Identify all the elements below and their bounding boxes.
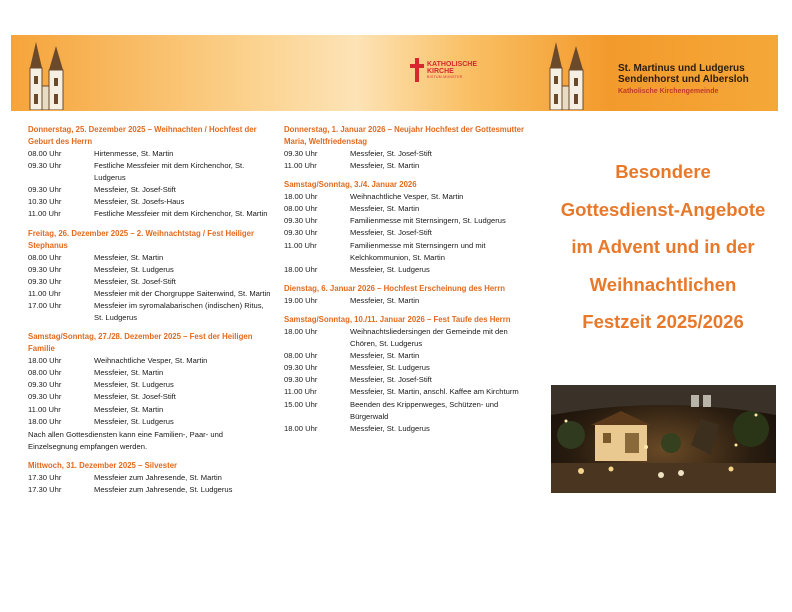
entry-desc: Messfeier, St. Martin xyxy=(94,252,164,262)
entry-time: 11.00 Uhr xyxy=(28,209,61,219)
headline-line: im Advent und in der xyxy=(571,236,755,257)
entry-desc: Messfeier, St. Ludgerus xyxy=(350,264,430,274)
list-item xyxy=(284,350,529,362)
list-item xyxy=(28,208,273,220)
headline-line: Festzeit 2025/2026 xyxy=(582,311,744,332)
entry-desc: Messfeier, St. Ludgerus xyxy=(94,264,174,274)
entry-time: 09.30 Uhr xyxy=(284,216,318,226)
list-item xyxy=(284,399,529,423)
list-item xyxy=(28,404,273,416)
list-item xyxy=(284,374,529,386)
entry-time: 11.00 Uhr xyxy=(284,387,317,397)
entry-desc: Messfeier mit der Chorgruppe Saitenwind, St. Martin xyxy=(94,288,271,298)
entry-time: 10.30 Uhr xyxy=(28,197,62,207)
section-holy-family xyxy=(28,331,273,453)
list-item xyxy=(28,416,273,428)
logo-line1: KATHOLISCHE xyxy=(427,61,478,68)
church-logo-icon xyxy=(542,42,594,110)
list-item xyxy=(284,295,529,307)
entry-time: 09.30 Uhr xyxy=(284,228,318,238)
section-baptism xyxy=(284,314,529,435)
entry-time: 09.30 Uhr xyxy=(284,375,318,385)
list-item xyxy=(28,355,273,367)
entry-time: 09.30 Uhr xyxy=(28,380,62,390)
logo-line2: KIRCHE xyxy=(427,68,454,75)
logo-sub: BISTUM MÜNSTER xyxy=(427,75,463,79)
entry-desc: Messfeier, St. Martin xyxy=(350,204,420,214)
list-item xyxy=(284,160,529,172)
entry-desc: Messfeier, St. Josef-Stift xyxy=(94,185,176,195)
schedule-column-2 xyxy=(284,124,529,442)
entry-time: 11.00 Uhr xyxy=(284,240,317,250)
list-item xyxy=(284,227,529,239)
list-item xyxy=(284,215,529,227)
list-item xyxy=(28,484,273,496)
headline-line: Gottesdienst-Angebote xyxy=(560,198,766,220)
list-item xyxy=(28,288,273,300)
entry-desc: Festliche Messfeier mit dem Kirchenchor, St. Ludgerus xyxy=(94,161,245,183)
headline-line: Besondere xyxy=(615,161,711,182)
list-item xyxy=(28,184,273,196)
entry-time: 09.30 Uhr xyxy=(284,149,318,158)
katholische-kirche-logo xyxy=(410,58,477,82)
entry-desc: Messfeier, St. Martin, anschl. Kaffee am Kirchturm xyxy=(350,387,519,397)
entry-time: 11.00 Uhr xyxy=(28,288,61,298)
nativity-scene-photo xyxy=(551,385,776,493)
list-item xyxy=(28,472,273,484)
entry-desc: Weihnachtliche Vesper, St. Martin xyxy=(94,356,208,366)
list-item xyxy=(284,240,529,264)
parish-name xyxy=(618,63,778,95)
blessing-note: Nach allen Gottesdiensten kann eine Familien-, Paar- und Einzelsegnung empfangen werden. xyxy=(28,429,224,451)
list-item xyxy=(28,300,273,324)
entry-desc: Messfeier, St. Josef-Stift xyxy=(350,375,432,385)
entry-desc: Messfeier, St. Martin xyxy=(350,351,420,361)
section-epiphany xyxy=(284,283,529,307)
entry-time: 09.30 Uhr xyxy=(28,276,62,286)
entry-time: 09.30 Uhr xyxy=(28,264,62,274)
list-item xyxy=(28,264,273,276)
section-title: Donnerstag, 25. Dezember 2025 – Weihnachten / Hochfest der Geburt des Herrn xyxy=(28,125,257,146)
headline-line: Weihnachtlichen xyxy=(589,273,737,295)
list-item xyxy=(284,148,529,160)
entry-desc: Weihnachtliche Vesper, St. Martin xyxy=(350,192,464,202)
entry-desc: Messfeier zum Jahresende, St. Martin xyxy=(94,472,222,482)
schedule-column-1 xyxy=(28,124,273,503)
entry-time: 11.00 Uhr xyxy=(28,404,61,414)
entry-desc: Beenden des Krippenweges, Schützen- und Bürgerwald xyxy=(350,399,499,421)
entry-time: 08.00 Uhr xyxy=(28,252,62,262)
parish-line3: Katholische Kirchengemeinde xyxy=(618,88,719,95)
list-item xyxy=(28,252,273,264)
entry-desc: Festliche Messfeier mit dem Kirchenchor, St. Martin xyxy=(94,209,268,219)
list-item xyxy=(28,367,273,379)
entry-time: 09.30 Uhr xyxy=(28,392,62,402)
entry-time: 18.00 Uhr xyxy=(28,356,62,366)
entry-desc: Messfeier, St. Josefs-Haus xyxy=(94,197,185,207)
entry-time: 18.00 Uhr xyxy=(284,264,318,274)
list-item xyxy=(28,148,273,160)
entry-time: 09.30 Uhr xyxy=(28,185,62,195)
entry-desc: Messfeier, St. Josef-Stift xyxy=(350,228,432,238)
list-item xyxy=(284,191,529,203)
entry-desc: Messfeier, St. Ludgerus xyxy=(94,380,174,390)
list-item xyxy=(284,362,529,374)
entry-time: 18.00 Uhr xyxy=(284,423,318,433)
list-item xyxy=(284,203,529,215)
parish-line2: Sendenhorst und Albersloh xyxy=(618,74,749,85)
entry-time: 09.30 Uhr xyxy=(28,161,62,171)
section-silvester xyxy=(28,460,273,496)
section-title: Mittwoch, 31. Dezember 2025 – Silvester xyxy=(28,460,178,470)
section-title: Donnerstag, 1. Januar 2026 – Neujahr Hochfest der Gottesmutter Maria, Weltfriedenstag xyxy=(284,125,525,146)
entry-time: 08.00 Uhr xyxy=(284,204,318,214)
entry-time: 15.00 Uhr xyxy=(284,399,318,409)
list-item xyxy=(284,386,529,398)
list-item xyxy=(28,379,273,391)
entry-desc: Messfeier, St. Martin xyxy=(350,161,420,171)
list-item xyxy=(28,196,273,208)
entry-time: 09.30 Uhr xyxy=(284,363,318,373)
entry-time: 18.00 Uhr xyxy=(284,326,318,336)
entry-desc: Messfeier, St. Martin xyxy=(350,295,420,305)
section-title: Samstag/Sonntag, 10./11. Januar 2026 – Fest Taufe des Herrn xyxy=(284,314,511,324)
list-item xyxy=(284,264,529,276)
parish-line1: St. Martinus und Ludgerus xyxy=(618,63,745,74)
entry-time: 19.00 Uhr xyxy=(284,295,318,305)
list-item xyxy=(28,160,273,184)
entry-desc: Messfeier, St. Martin xyxy=(94,368,164,378)
entry-time: 18.00 Uhr xyxy=(284,192,318,202)
section-new-year xyxy=(284,124,529,172)
section-title: Samstag/Sonntag, 27./28. Dezember 2025 – Fest der Heiligen Familie xyxy=(28,332,253,354)
entry-desc: Messfeier, St. Josef-Stift xyxy=(94,276,176,286)
entry-time: 17.30 Uhr xyxy=(28,472,62,482)
entry-desc: Weihnachtsliedersingen der Gemeinde mit den Chören, St. Ludgerus xyxy=(350,326,508,349)
entry-time: 11.00 Uhr xyxy=(284,161,317,171)
section-title: Freitag, 26. Dezember 2025 – 2. Weihnachtstag / Fest Heiliger Stephanus xyxy=(28,228,255,250)
entry-time: 08.00 Uhr xyxy=(28,149,62,158)
entry-desc: Messfeier, St. Ludgerus xyxy=(350,423,430,433)
entry-desc: Messfeier, St. Ludgerus xyxy=(94,416,174,426)
list-item xyxy=(284,326,529,350)
entry-desc: Messfeier zum Jahresende, St. Ludgerus xyxy=(94,484,233,494)
entry-time: 08.00 Uhr xyxy=(28,368,62,378)
entry-desc: Messfeier, St. Ludgerus xyxy=(350,363,430,373)
page-title xyxy=(548,153,778,341)
entry-desc: Messfeier, St. Martin xyxy=(94,404,164,414)
section-christmas-day xyxy=(28,124,273,221)
section-jan-3-4 xyxy=(284,179,529,276)
entry-time: 08.00 Uhr xyxy=(284,351,318,361)
entry-desc: Messfeier, St. Josef-Stift xyxy=(94,392,176,402)
cross-icon xyxy=(410,58,424,82)
section-title: Dienstag, 6. Januar 2026 – Hochfest Erscheinung des Herrn xyxy=(284,283,505,293)
section-title: Samstag/Sonntag, 3./4. Januar 2026 xyxy=(284,180,417,190)
entry-time: 17.30 Uhr xyxy=(28,484,62,494)
entry-time: 18.00 Uhr xyxy=(28,416,62,426)
list-item xyxy=(284,423,529,435)
list-item xyxy=(28,276,273,288)
entry-desc: Familienmesse mit Sternsingern und mit Kelchkommunion, St. Martin xyxy=(350,240,486,262)
nativity-scene-image xyxy=(551,385,776,493)
entry-desc: Hirtenmesse, St. Martin xyxy=(94,149,174,158)
section-boxing-day xyxy=(28,228,273,325)
list-item xyxy=(28,391,273,403)
entry-desc: Familienmesse mit Sternsingern, St. Ludgerus xyxy=(350,216,506,226)
entry-desc: Messfeier im syromalabarischen (indischen) Ritus, St. Ludgerus xyxy=(94,300,264,323)
church-logo-icon xyxy=(22,42,74,110)
entry-desc: Messfeier, St. Josef-Stift xyxy=(350,149,432,158)
entry-time: 17.00 Uhr xyxy=(28,300,62,310)
